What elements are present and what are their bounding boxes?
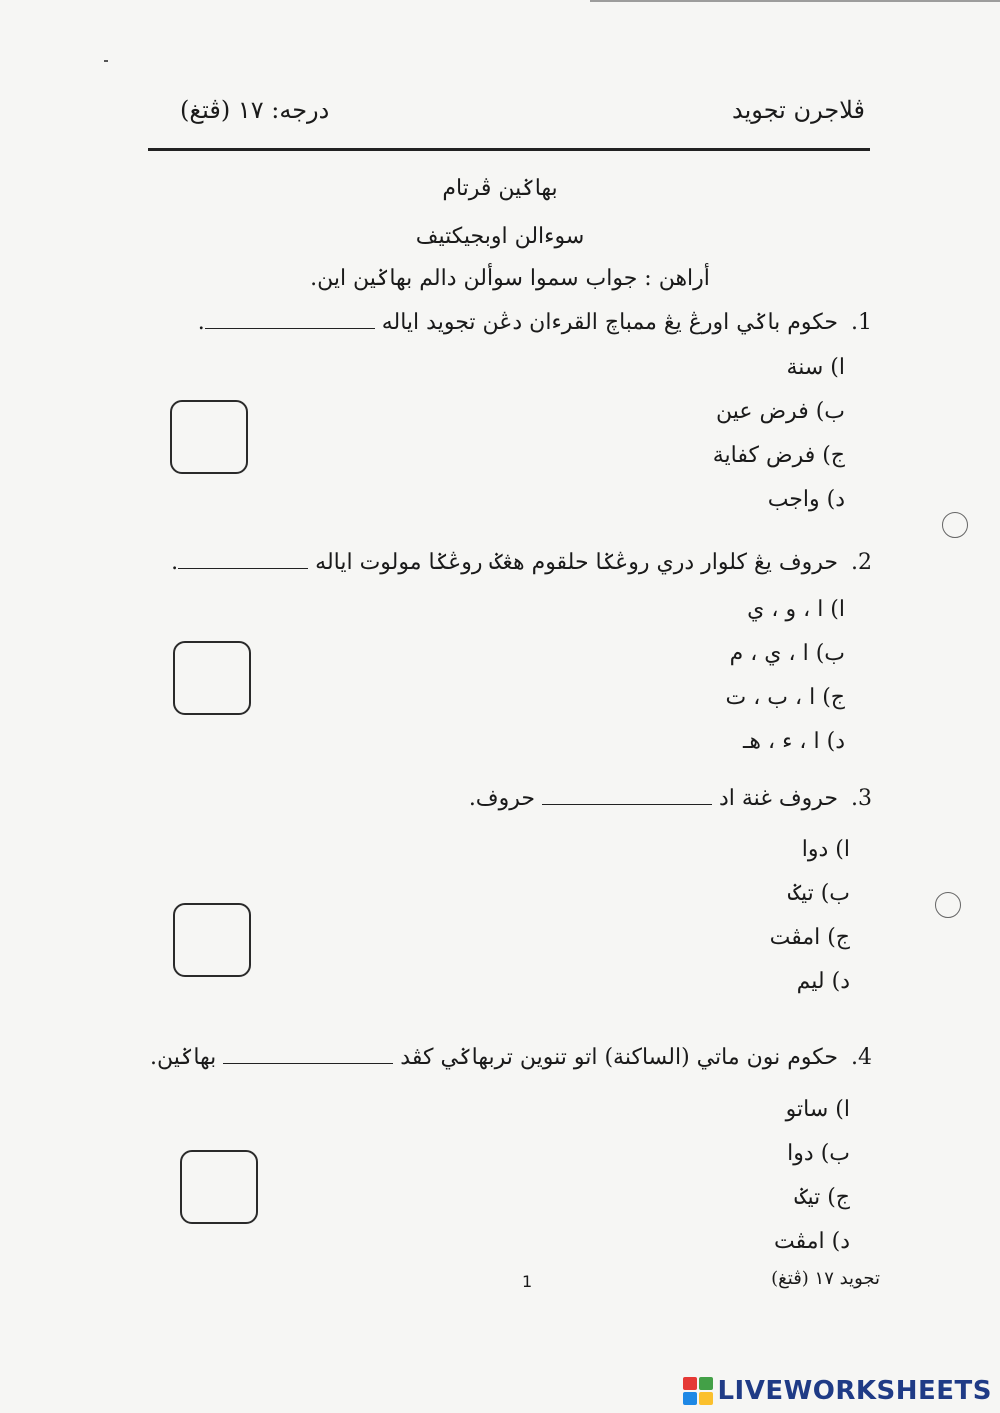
options-3 <box>770 828 850 1004</box>
question-1 <box>198 310 872 335</box>
option-a: ا) ساتو <box>785 1097 850 1122</box>
options-2 <box>726 588 846 764</box>
question-text: حروف يڠ کلوار دري روڠݢا حلقوم هڠݢ روڠݢا مولوت اياله <box>315 550 838 575</box>
option-a: ا) ا ، و ، ي <box>747 597 845 622</box>
question-4 <box>150 1045 872 1070</box>
answer-box-3[interactable] <box>173 903 251 977</box>
answer-blank <box>205 314 375 329</box>
answer-box-2[interactable] <box>173 641 251 715</box>
page-number: 1 <box>522 1272 533 1291</box>
question-number: 2. <box>851 550 872 575</box>
brand-text: LIVEWORKSHEETS <box>717 1376 992 1406</box>
liveworksheets-logo-icon <box>683 1377 713 1405</box>
option-a: ا) دوا <box>801 837 850 862</box>
question-text: حروف غنة اد <box>718 786 838 811</box>
question-text-end: بهاݢين. <box>150 1045 217 1070</box>
option-b: ب) دوا <box>787 1141 850 1166</box>
scan-edge-line <box>590 0 1000 2</box>
option-b: ب) ا ، ي ، م <box>729 641 845 666</box>
option-b: ب) فرض عين <box>715 399 845 424</box>
question-text: حکوم نون ماتي (الساکنة) اتو تنوين تربهاݢي کڤد <box>400 1045 838 1070</box>
liveworksheets-brand <box>683 1376 992 1406</box>
grade-heading: درجه: ١٧ (ڤتغ) <box>180 96 330 124</box>
answer-blank <box>542 790 712 805</box>
question-text: حکوم باݢي اورڠ يڠ ممباچ القرءان دڠن تجويد اياله <box>381 310 838 335</box>
question-number: 4. <box>851 1045 872 1070</box>
section-title: بهاݢين ڤرتام <box>442 176 558 201</box>
options-4 <box>774 1088 850 1264</box>
question-text-end: . <box>171 550 179 575</box>
option-b: ب) تيݢ <box>788 881 850 906</box>
option-c: ج) امڤت <box>769 925 850 950</box>
option-d: د) واجب <box>767 487 845 512</box>
answer-blank <box>178 554 308 569</box>
section-subtitle: سوءالن اوبجيکتيف <box>415 224 585 249</box>
option-a: ا) سنة <box>786 355 845 380</box>
option-d: د) ليم <box>796 969 850 994</box>
subject-heading: ڤلاجرن تجويد <box>732 96 865 124</box>
option-c: ج) فرض کفاية <box>712 443 845 468</box>
footer-label: تجويد ١٧ (ڤتغ) <box>771 1268 880 1289</box>
question-3 <box>469 786 872 811</box>
answer-blank <box>223 1049 393 1064</box>
header-divider <box>148 148 870 151</box>
answer-box-1[interactable] <box>170 400 248 474</box>
option-d: د) امڤت <box>773 1229 850 1254</box>
question-number: 3. <box>851 786 872 811</box>
option-c: ج) تيݢ <box>794 1185 850 1210</box>
option-c: ج) ا ، ب ، ت <box>725 685 845 710</box>
instructions: أراهن : جواب سموا سوألن دالم بهاݢين اين. <box>310 266 710 291</box>
punch-hole <box>935 892 961 918</box>
punch-hole <box>942 512 968 538</box>
options-1 <box>713 346 845 522</box>
question-text-end: . <box>197 310 205 335</box>
question-text-end: حروف. <box>468 786 535 811</box>
scan-speck <box>104 60 108 62</box>
option-d: د) ا ، ء ، هـ <box>742 729 845 754</box>
question-number: 1. <box>851 310 872 335</box>
answer-box-4[interactable] <box>180 1150 258 1224</box>
question-2 <box>171 550 872 575</box>
